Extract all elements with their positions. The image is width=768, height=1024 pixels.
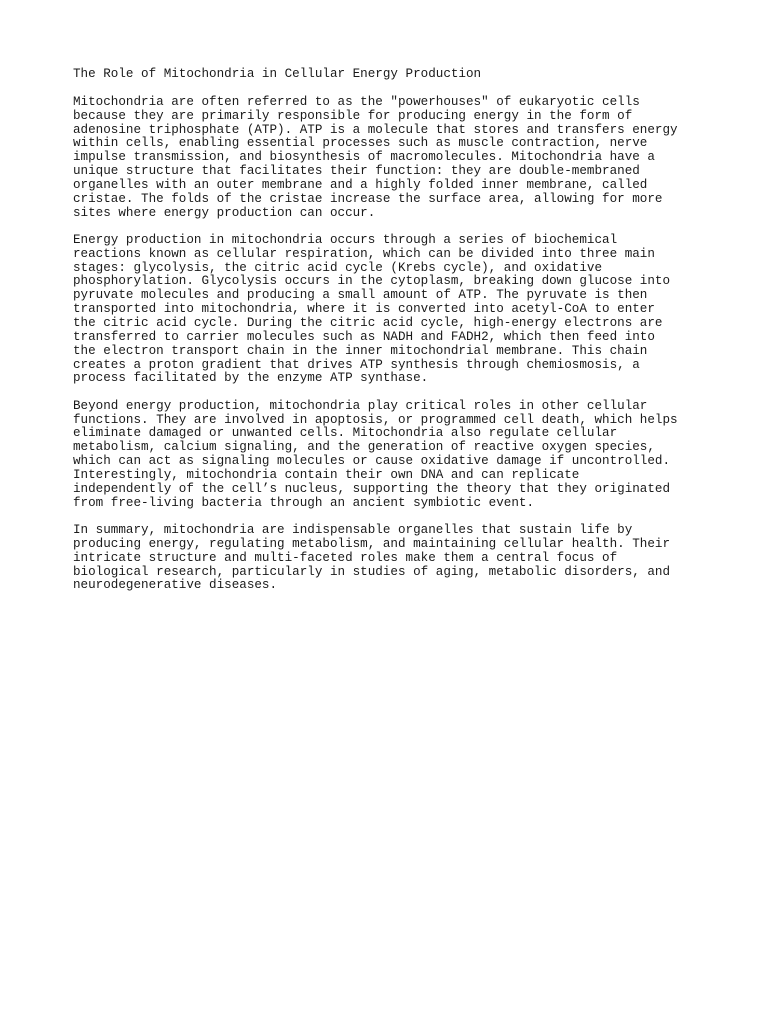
paragraph-line: the citric acid cycle. During the citric acid cycle, high-energy electrons are bbox=[73, 316, 663, 330]
paragraph-line: eliminate damaged or unwanted cells. Mitochondria also regulate cellular bbox=[73, 426, 618, 441]
paragraph-line: Energy production in mitochondria occurs through a series of biochemical bbox=[73, 232, 618, 247]
paragraph-line: adenosine triphosphate (ATP). ATP is a molecule that stores and transfers energy bbox=[73, 122, 678, 137]
paragraph-line: cristae. The folds of the cristae increase the surface area, allowing for more bbox=[73, 191, 663, 206]
paragraph-line: producing energy, regulating metabolism, and maintaining cellular health. Their bbox=[73, 536, 671, 551]
paragraph-line: Interestingly, mitochondria contain their own DNA and can replicate bbox=[73, 467, 580, 482]
paragraph-line: the electron transport chain in the inner mitochondrial membrane. This chain bbox=[73, 343, 648, 358]
paragraph-line: Beyond energy production, mitochondria play critical roles in other cellular bbox=[73, 398, 648, 413]
paragraph-line: reactions known as cellular respiration, which can be divided into three main bbox=[73, 246, 655, 261]
paragraph-3 bbox=[73, 400, 713, 511]
paragraph-line: within cells, enabling essential processes such as muscle contraction, nerve bbox=[73, 136, 648, 151]
paragraph-line: pyruvate molecules and producing a small amount of ATP. The pyruvate is then bbox=[73, 288, 648, 303]
paragraph-line: from free-living bacteria through an ancient symbiotic event. bbox=[73, 495, 535, 510]
paragraph-line: transferred to carrier molecules such as NADH and FADH2, which then feed into bbox=[73, 329, 655, 344]
paragraph-1 bbox=[73, 96, 713, 221]
paragraph-line: which can act as signaling molecules or cause oxidative damage if uncontrolled. bbox=[73, 454, 671, 469]
paragraph-line: stages: glycolysis, the citric acid cycle (Krebs cycle), and oxidative bbox=[73, 260, 603, 275]
paragraph-line: creates a proton gradient that drives ATP synthesis through chemiosmosis, a bbox=[73, 357, 640, 372]
paragraph-line: intricate structure and multi-faceted roles make them a central focus of bbox=[73, 550, 618, 565]
paragraph-line: process facilitated by the enzyme ATP synthase. bbox=[73, 371, 429, 386]
paragraph-line: because they are primarily responsible for producing energy in the form of bbox=[73, 108, 633, 123]
document-title: The Role of Mitochondria in Cellular Energy Production bbox=[73, 67, 482, 81]
paragraph-line: unique structure that facilitates their function: they are double-membraned bbox=[73, 164, 640, 179]
paragraph-line: transported into mitochondria, where it is converted into acetyl-CoA to enter bbox=[73, 302, 655, 317]
paragraph-line: functions. They are involved in apoptosis, or programmed cell death, which helps bbox=[73, 412, 678, 427]
paragraph-2 bbox=[73, 234, 713, 386]
document-body bbox=[73, 96, 713, 593]
paragraph-line: metabolism, calcium signaling, and the generation of reactive oxygen species, bbox=[73, 440, 655, 455]
document-page bbox=[73, 68, 713, 607]
paragraph-line: Mitochondria are often referred to as the "powerhouses" of eukaryotic cells bbox=[73, 94, 640, 109]
paragraph-line: impulse transmission, and biosynthesis of macromolecules. Mitochondria have a bbox=[73, 150, 655, 165]
paragraph-4 bbox=[73, 524, 713, 593]
paragraph-line: organelles with an outer membrane and a highly folded inner membrane, called bbox=[73, 177, 648, 192]
paragraph-line: biological research, particularly in studies of aging, metabolic disorders, and bbox=[73, 564, 671, 579]
paragraph-line: In summary, mitochondria are indispensable organelles that sustain life by bbox=[73, 522, 633, 537]
paragraph-line: independently of the cell’s nucleus, supporting the theory that they originated bbox=[73, 481, 671, 496]
paragraph-line: neurodegenerative diseases. bbox=[73, 578, 278, 593]
paragraph-line: phosphorylation. Glycolysis occurs in the cytoplasm, breaking down glucose into bbox=[73, 274, 671, 289]
paragraph-line: sites where energy production can occur. bbox=[73, 205, 376, 220]
